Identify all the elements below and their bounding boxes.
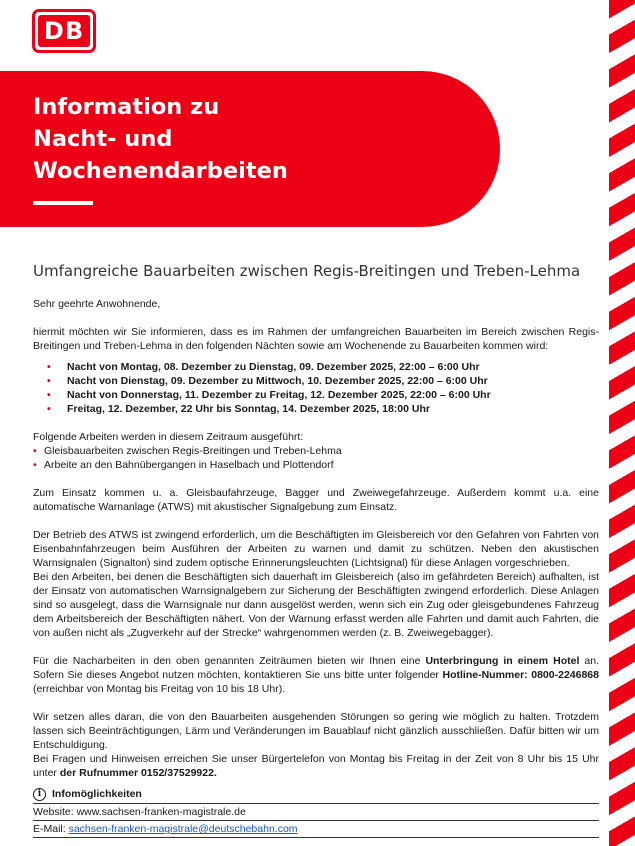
atws-paragraph-2: Bei den Arbeiten, bei denen die Beschäftigten sich dauerhaft im Gleisbereich (also im gefährdeten Bereich) aufhalten, ist der Einsatz von automatischen Warnsignalgebern zur Sicherung der Beschäftigten zwingend erforderlich. Diese Anlagen sind so ausgelegt, dass die Warnsignale nur dann ausgelöst werden, wenn sich ein Zug oder gleisgebundenes Fahrzeug dem Arbeitsbereich der Beschäftigten nähert. Von der Warnung erfasst werden alle Fahrten und damit auch Fahrten, die von außen nicht als „Zugverkehr auf der Strecke“ wahrgenommen werden (z. B. Zweiwegebagger). bbox=[33, 571, 599, 639]
greeting: Sehr geehrte Anwohnende, bbox=[33, 298, 161, 310]
info-icon: i bbox=[33, 788, 46, 801]
page-title bbox=[33, 91, 453, 187]
works-intro: Folgende Arbeiten werden in diesem Zeitraum ausgeführt: bbox=[33, 431, 304, 443]
date-item: • Nacht von Dienstag, 09. Dezember zu Mittwoch, 10. Dezember 2025, 22:00 – 6:00 Uhr bbox=[47, 374, 599, 388]
hotel-paragraph: Für die Nacharbeiten in den oben genannten Zeiträumen bieten wir Ihnen eine Unterbringung in einem Hotel an. Sofern Sie dieses Angebot nutzen möchten, kontaktieren Sie uns bitte unter folgender Hotline-Nummer: 0800-2246868 (erreichbar von Montag bis Freitag von 10 bis 18 Uhr). bbox=[33, 655, 599, 695]
db-logo bbox=[32, 9, 96, 53]
citizen-phone-number[interactable]: der Rufnummer 0152/37529922. bbox=[59, 767, 217, 779]
info-heading bbox=[33, 787, 599, 804]
date-item: • Freitag, 12. Dezember, 22 Uhr bis Sonntag, 14. Dezember 2025, 18:00 Uhr bbox=[47, 402, 599, 416]
date-item: • Nacht von Donnerstag, 11. Dezember zu Freitag, 12. Dezember 2025, 22:00 – 6:00 Uhr bbox=[47, 388, 599, 402]
hotline-number[interactable]: 0800-2246868 bbox=[531, 669, 599, 681]
decorative-stripe-bar bbox=[609, 0, 635, 846]
apology-paragraph: Wir setzen alles daran, die von den Bauarbeiten ausgehenden Störungen so gering wie möglich zu halten. Trotzdem lassen sich Beeinträchtigungen, Lärm und Veränderungen im Bauablauf nicht gänzlich ausschließen. Dafür bitten wir um Entschuldigung. bbox=[33, 711, 599, 751]
title-line: Wochenendarbeiten bbox=[33, 158, 288, 184]
subtitle: Umfangreiche Bauarbeiten zwischen Regis-Breitingen und Treben-Lehma bbox=[33, 262, 581, 280]
website-row: Website: www.sachsen-franken-magistrale.de bbox=[33, 804, 599, 821]
hotel-offer: Unterbringung in einem Hotel bbox=[425, 655, 580, 667]
hotline-label: Hotline-Nummer: bbox=[442, 669, 528, 681]
db-logo-text: DB bbox=[38, 15, 90, 47]
email-link[interactable]: sachsen-franken-magistrale@deutschebahn.com bbox=[68, 823, 298, 835]
works-item: • Arbeite an den Bahnübergangen in Haselbach und Plottendorf bbox=[33, 458, 599, 472]
intro-paragraph: hiermit möchten wir Sie informieren, dass es im Rahmen der umfangreichen Bauarbeiten im Bereich zwischen Regis-Breitingen und Treben-Lehma in den folgenden Nächten sowie am Wochenende zu Bauarbeiten kommen wird: bbox=[33, 326, 599, 352]
citizen-phone-paragraph: Bei Fragen und Hinweisen erreichen Sie unser Bürgertelefon von Montag bis Freitag in der Zeit von 8 Uhr bis 15 Uhr unter der Rufnummer 0152/37529922. bbox=[33, 753, 599, 779]
equipment-paragraph: Zum Einsatz kommen u. a. Gleisbaufahrzeuge, Bagger und Zweiwegefahrzeuge. Außerdem kommt u.a. eine automatische Warnanlage (ATWS) mit akustischer Signalgebung zum Einsatz. bbox=[33, 487, 599, 513]
info-heading-text: Infomöglichkeiten bbox=[52, 788, 142, 800]
email-row: E-Mail: sachsen-franken-magistrale@deutschebahn.com bbox=[33, 821, 599, 838]
title-line: Nacht- und bbox=[33, 126, 173, 152]
works-list bbox=[33, 444, 599, 472]
atws-paragraph-1: Der Betrieb des ATWS ist zwingend erforderlich, um die Beschäftigten im Gleisbereich vor den Gefahren von Fahrten von Eisenbahnfahrzeugen beim Ausführen der Arbeiten zu warnen und damit zu schützen. Neben den akustischen Warnsignalen (Signalton) sind zudem optische Erinnerungsleuchten (Lichtsignal) für diese Anlagen vorgeschrieben. bbox=[33, 529, 599, 569]
date-list bbox=[47, 360, 599, 416]
title-underline bbox=[33, 201, 93, 205]
website-link[interactable]: www.sachsen-franken-magistrale.de bbox=[76, 806, 246, 818]
letter-body bbox=[33, 297, 599, 838]
date-item: • Nacht von Montag, 08. Dezember zu Dienstag, 09. Dezember 2025, 22:00 – 6:00 Uhr bbox=[47, 360, 599, 374]
works-item: • Gleisbauarbeiten zwischen Regis-Breitingen und Treben-Lehma bbox=[33, 444, 599, 458]
title-line: Information zu bbox=[33, 94, 220, 120]
